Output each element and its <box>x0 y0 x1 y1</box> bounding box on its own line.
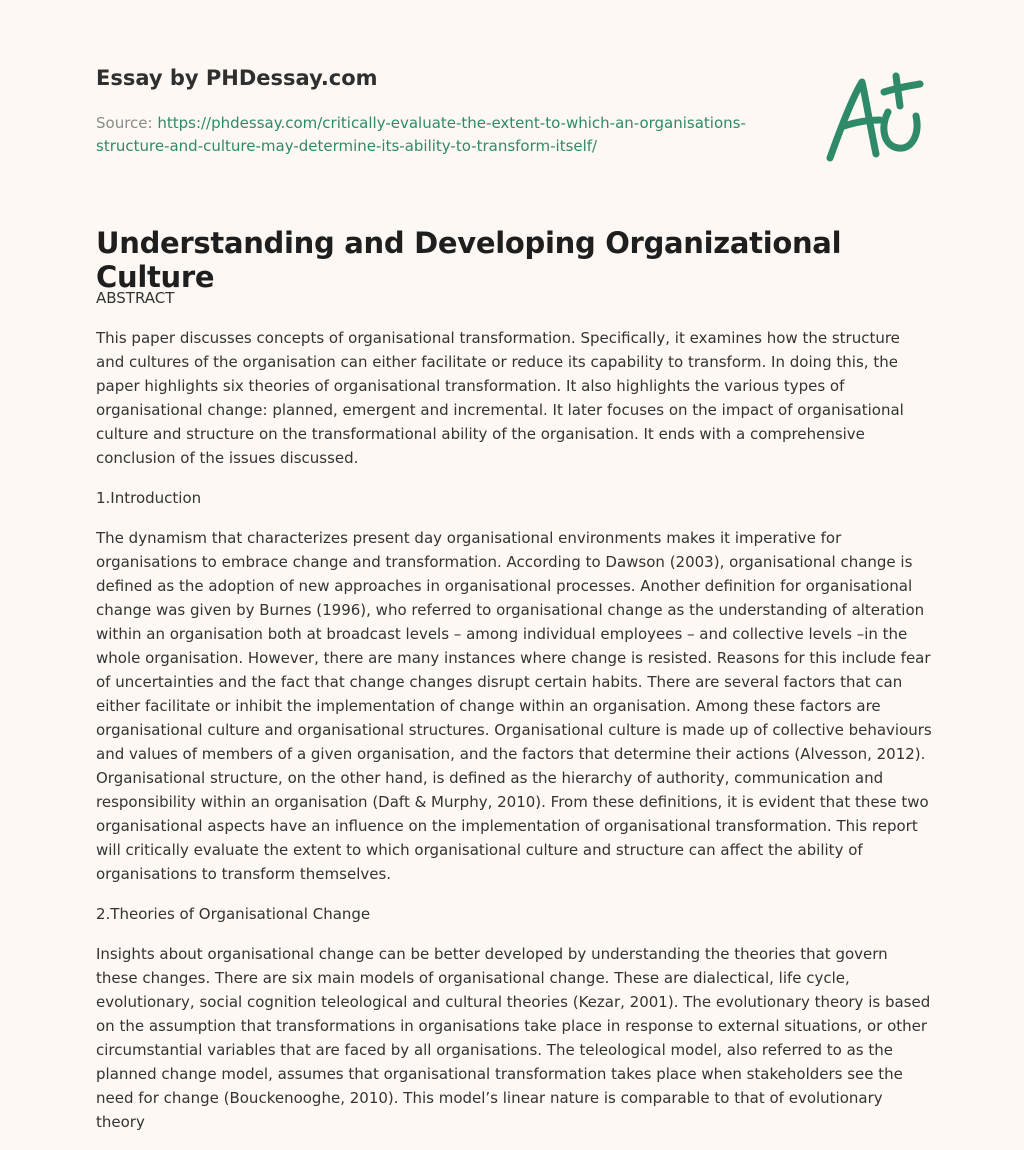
introduction-paragraph: The dynamism that characterizes present day organisational environments makes it imperative for organisations to embrace change and transformation. According to Dawson (2003), organisational change is defined as the adoption of new approaches in organisational processes. Another definition for organisational change was given by Burnes (1996), who referred to organisational change as the understanding of alteration within an organisation both at broadcast levels – among individual employees – and collective levels –in the whole organisation. However, there are many instances where change is resisted. Reasons for this include fear of uncertainties and the fact that change changes disrupt certain habits. There are several factors that can either facilitate or inhibit the implementation of change within an organisation. Among these factors are organisational culture and organisational structures. Organisational culture is made up of collective behaviours and values of members of a given organisation, and the factors that determine their actions (Alvesson, 2012). Organisational structure, on the other hand, is defined as the hierarchy of authority, communication and responsibility within an organisation (Daft & Murphy, 2010). From these definitions, it is evident that these two organisational aspects have an influence on the implementation of organisational transformation. This report will critically evaluate the extent to which organisational culture and structure can affect the ability of organisations to transform themselves. <box>96 529 932 883</box>
theories-heading: 2.Theories of Organisational Change <box>96 905 371 923</box>
introduction-heading: 1.Introduction <box>96 489 202 507</box>
theories-paragraph: Insights about organisational change can be better developed by understanding the theories that govern these changes. There are six main models of organisational change. These are dialectical, life cycle, evolutionary, social cognition teleological and cultural theories (Kezar, 2001). The evolutionary theory is based on the assumption that transformations in organisations take place in response to external situations, or other circumstantial variables that are faced by all organisations. The teleological model, also referred to as the planned change model, assumes that organisational transformation takes place when stakeholders see the need for change (Bouckenooghe, 2010). This model’s linear nature is comparable to that of evolutionary theory <box>96 945 931 1131</box>
abstract-paragraph: This paper discusses concepts of organisational transformation. Specifically, it examines how the structure and cultures of the organisation can either facilitate or reduce its capability to transform. In doing this, the paper highlights six theories of organisational transformation. It also highlights the various types of organisational change: planned, emergent and incremental. It later focuses on the impact of organisational culture and structure on the transformational ability of the organisation. It ends with a comprehensive conclusion of the issues discussed. <box>96 329 904 467</box>
essay-page <box>96 0 932 1131</box>
site-title: Essay by PHDessay.com <box>96 66 378 90</box>
abstract-heading: ABSTRACT <box>96 289 175 307</box>
source-link[interactable]: https://phdessay.com/critically-evaluate-the-extent-to-which-an-organisations-structure-and-culture-may-determine-its-ability-to-transform-itself/ <box>96 114 746 155</box>
source-label: Source: <box>96 114 158 132</box>
page-header <box>96 0 932 190</box>
essay-body <box>96 286 932 1150</box>
source-line <box>96 112 786 158</box>
a-plus-logo-icon <box>824 70 926 164</box>
essay-title: Understanding and Developing Organizational Culture <box>96 226 842 294</box>
